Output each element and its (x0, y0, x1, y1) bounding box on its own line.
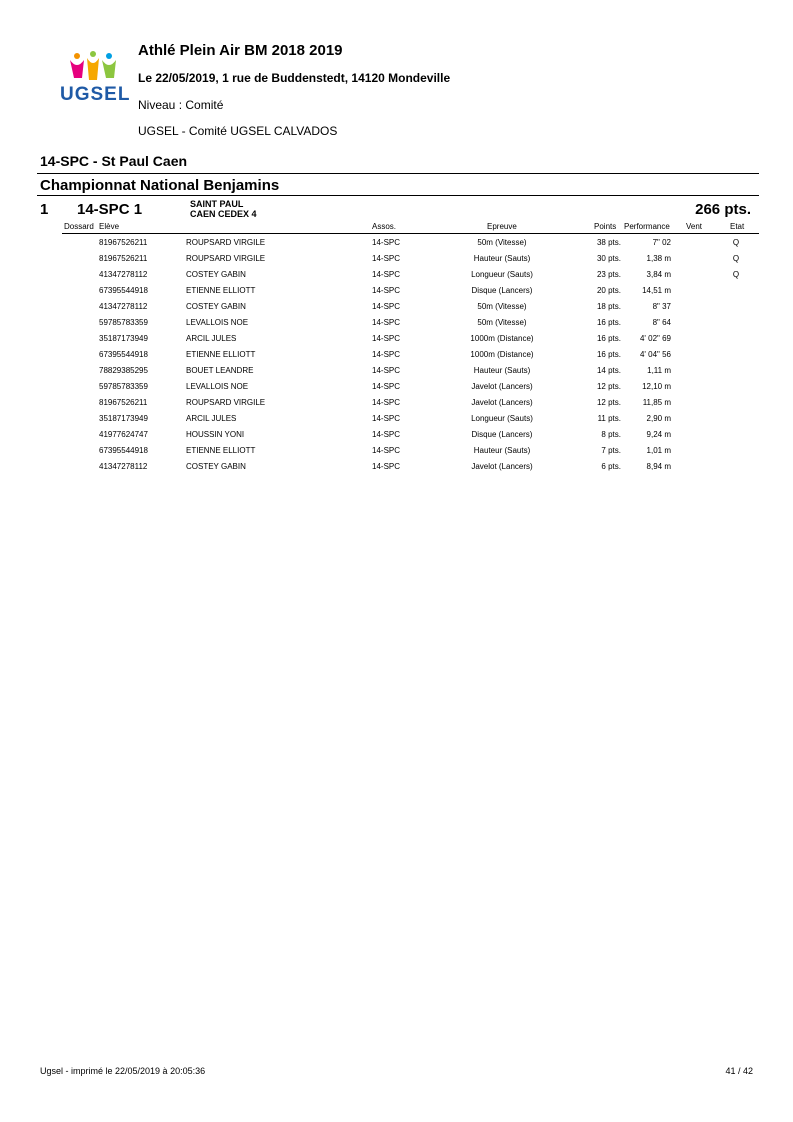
cell-points: 8 pts. (601, 430, 621, 439)
cell-points: 20 pts. (596, 286, 621, 295)
cell-points: 18 pts. (596, 302, 621, 311)
cell-eleve: BOUET LEANDRE (186, 366, 254, 375)
cell-epreuve: Javelot (Lancers) (471, 398, 533, 407)
cell-assos: 14-SPC (372, 318, 401, 327)
table-row (0, 382, 793, 398)
table-row (0, 414, 793, 430)
cell-performance: 11,85 m (642, 398, 671, 407)
cell-dossard: 35187173949 (99, 334, 148, 343)
cell-assos: 14-SPC (372, 254, 401, 263)
cell-epreuve: 50m (Vitesse) (477, 238, 527, 247)
cell-points: 14 pts. (596, 366, 621, 375)
meeting-date-place: Le 22/05/2019, 1 rue de Buddenstedt, 14120 Mondeville (138, 71, 451, 85)
cell-performance: 8" 64 (652, 318, 671, 327)
table-row (0, 446, 793, 462)
cell-points: 23 pts. (596, 270, 621, 279)
club-name: 14-SPC - St Paul Caen (40, 153, 188, 169)
cell-performance: 7" 02 (652, 238, 671, 247)
cell-dossard: 41347278112 (99, 462, 148, 471)
cell-points: 6 pts. (601, 462, 621, 471)
meeting-title: Athlé Plein Air BM 2018 2019 (138, 42, 343, 59)
cell-assos: 14-SPC (372, 430, 401, 439)
cell-assos: 14-SPC (372, 286, 401, 295)
col-performance: Performance (624, 222, 670, 231)
cell-assos: 14-SPC (372, 366, 401, 375)
cell-eleve: ETIENNE ELLIOTT (186, 286, 256, 295)
cell-eleve: ETIENNE ELLIOTT (186, 350, 256, 359)
cell-performance: 1,38 m (646, 254, 671, 263)
cell-epreuve: 1000m (Distance) (470, 334, 534, 343)
cell-eleve: HOUSSIN YONI (186, 430, 245, 439)
cell-points: 38 pts. (596, 238, 621, 247)
table-row (0, 318, 793, 334)
meeting-level: Niveau : Comité (138, 98, 224, 112)
cell-dossard: 78829385295 (99, 366, 148, 375)
cell-dossard: 67395544918 (99, 286, 148, 295)
cell-performance: 8,94 m (646, 462, 671, 471)
page-number: 41 / 42 (725, 1066, 753, 1076)
cell-dossard: 67395544918 (99, 350, 148, 359)
cell-dossard: 81967526211 (99, 398, 148, 407)
cell-assos: 14-SPC (372, 462, 401, 471)
table-row (0, 430, 793, 446)
col-dossard: Dossard (64, 222, 94, 231)
cell-eleve: ARCIL JULES (186, 414, 237, 423)
table-row (0, 334, 793, 350)
table-header-divider (62, 233, 759, 234)
team-rank: 1 (40, 201, 49, 218)
athletes-logo-icon (60, 50, 126, 86)
table-row (0, 462, 793, 478)
cell-points: 11 pts. (597, 414, 621, 423)
cell-dossard: 67395544918 (99, 446, 148, 455)
cell-epreuve: Longueur (Sauts) (471, 270, 533, 279)
school-line-1: SAINT PAUL (190, 199, 244, 209)
table-row (0, 398, 793, 414)
cell-assos: 14-SPC (372, 302, 401, 311)
col-assos: Assos. (372, 222, 397, 231)
ugsel-logo (60, 50, 131, 106)
cell-dossard: 81967526211 (99, 254, 148, 263)
cell-assos: 14-SPC (372, 334, 401, 343)
col-eleve: Elève (99, 222, 120, 231)
cell-epreuve: Disque (Lancers) (471, 286, 533, 295)
cell-points: 7 pts. (601, 446, 621, 455)
cell-performance: 9,24 m (646, 430, 671, 439)
col-points: Points (594, 222, 617, 231)
divider (37, 173, 759, 174)
cell-assos: 14-SPC (372, 238, 401, 247)
col-epreuve: Epreuve (487, 222, 517, 231)
cell-performance: 1,11 m (647, 366, 671, 375)
cell-eleve: LEVALLOIS NOE (186, 382, 249, 391)
divider (37, 195, 759, 196)
print-timestamp: Ugsel - imprimé le 22/05/2019 à 20:05:36 (40, 1066, 206, 1076)
table-row (0, 270, 793, 286)
cell-epreuve: Javelot (Lancers) (471, 382, 533, 391)
cell-dossard: 41347278112 (99, 270, 148, 279)
cell-assos: 14-SPC (372, 398, 401, 407)
cell-performance: 14,51 m (642, 286, 671, 295)
table-row (0, 366, 793, 382)
cell-performance: 8" 37 (652, 302, 671, 311)
cell-assos: 14-SPC (372, 270, 401, 279)
cell-eleve: ROUPSARD VIRGILE (186, 238, 266, 247)
cell-performance: 1,01 m (646, 446, 671, 455)
cell-epreuve: Hauteur (Sauts) (473, 446, 531, 455)
school-name (190, 199, 257, 219)
cell-epreuve: Hauteur (Sauts) (473, 366, 531, 375)
results-table (0, 238, 793, 478)
cell-performance: 3,84 m (646, 270, 671, 279)
school-line-2: CAEN CEDEX 4 (190, 209, 257, 219)
cell-dossard: 41347278112 (99, 302, 148, 311)
cell-epreuve: Javelot (Lancers) (471, 462, 533, 471)
cell-assos: 14-SPC (372, 414, 401, 423)
table-row (0, 350, 793, 366)
cell-eleve: COSTEY GABIN (186, 462, 246, 471)
cell-eleve: ETIENNE ELLIOTT (186, 446, 256, 455)
table-row (0, 302, 793, 318)
cell-dossard: 35187173949 (99, 414, 148, 423)
cell-points: 16 pts. (596, 318, 621, 327)
table-row (0, 238, 793, 254)
cell-dossard: 41977624747 (99, 430, 148, 439)
col-vent: Vent (686, 222, 703, 231)
cell-points: 12 pts. (596, 398, 621, 407)
cell-assos: 14-SPC (372, 382, 401, 391)
cell-epreuve: 1000m (Distance) (470, 350, 534, 359)
cell-epreuve: Disque (Lancers) (471, 430, 533, 439)
cell-epreuve: 50m (Vitesse) (477, 318, 527, 327)
cell-epreuve: Longueur (Sauts) (471, 414, 533, 423)
cell-eleve: ARCIL JULES (186, 334, 237, 343)
cell-points: 12 pts. (596, 382, 621, 391)
cell-points: 16 pts. (596, 350, 621, 359)
logo-text: UGSEL (60, 84, 131, 105)
cell-points: 16 pts. (596, 334, 621, 343)
cell-eleve: COSTEY GABIN (186, 270, 246, 279)
cell-assos: 14-SPC (372, 350, 401, 359)
cell-epreuve: 50m (Vitesse) (477, 302, 527, 311)
cell-performance: 2,90 m (646, 414, 671, 423)
cell-assos: 14-SPC (372, 446, 401, 455)
cell-performance: 4' 02" 69 (639, 334, 671, 343)
team-total-points: 266 pts. (695, 201, 751, 218)
team-name: 14-SPC 1 (77, 201, 143, 218)
table-row (0, 286, 793, 302)
cell-performance: 4' 04" 56 (639, 350, 671, 359)
championship-title: Championnat National Benjamins (40, 177, 280, 194)
cell-eleve: COSTEY GABIN (186, 302, 246, 311)
cell-dossard: 59785783359 (99, 382, 148, 391)
table-row (0, 254, 793, 270)
cell-eleve: ROUPSARD VIRGILE (186, 254, 266, 263)
cell-eleve: LEVALLOIS NOE (186, 318, 249, 327)
cell-dossard: 81967526211 (99, 238, 148, 247)
cell-etat: Q (732, 270, 740, 279)
cell-epreuve: Hauteur (Sauts) (473, 254, 531, 263)
cell-eleve: ROUPSARD VIRGILE (186, 398, 266, 407)
cell-points: 30 pts. (596, 254, 621, 263)
cell-dossard: 59785783359 (99, 318, 148, 327)
meeting-organisation: UGSEL - Comité UGSEL CALVADOS (138, 124, 338, 138)
cell-etat: Q (732, 238, 740, 247)
cell-performance: 12,10 m (642, 382, 671, 391)
cell-etat: Q (732, 254, 740, 263)
col-etat: Etat (730, 222, 745, 231)
